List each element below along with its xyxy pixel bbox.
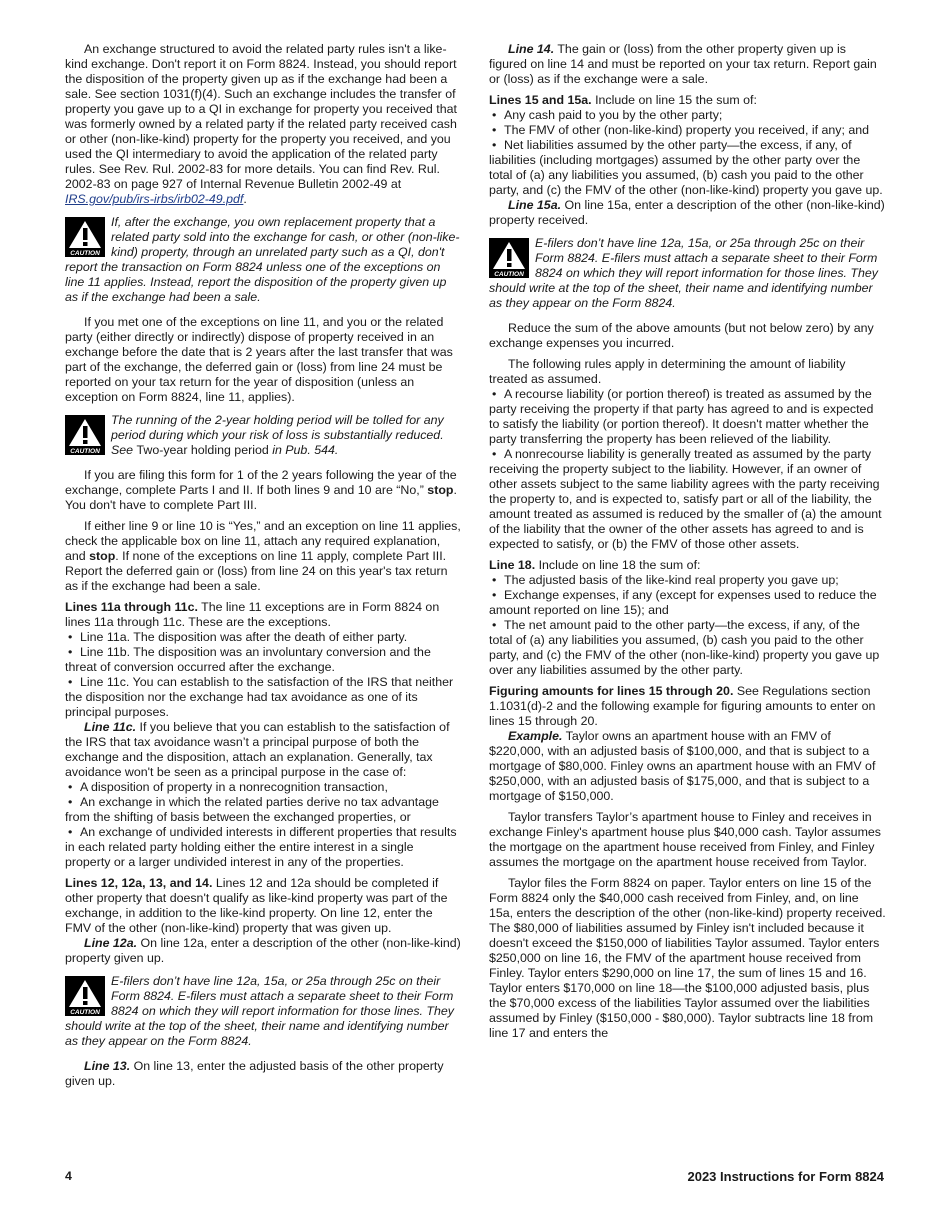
paragraph-transfer: Taylor transfers Taylor’s apartment house to Finley and receives in exchange Finley's apartment house plus $40,000 cash. Taylor assumes the mortgage on the apartment house received from Finley, and Finley assumes the mortgage on the apartment house received from Taylor. xyxy=(489,810,881,869)
list-item: • A disposition of property in a nonrecognition transaction, xyxy=(65,780,462,795)
list-item: • The net amount paid to the other party—the excess, if any, of the total of (a) any liabilities you assumed, (b) cash you paid to the other party, and (c) the FMV of the other (non-like-kind) property you gave up over any liabilities assumed by the other party. xyxy=(489,618,886,678)
list-item: • Exchange expenses, if any (except for expenses used to reduce the amount reported on line 15); and xyxy=(489,588,886,618)
caution-box xyxy=(65,215,462,305)
caution-box xyxy=(489,236,886,311)
list-item: • Line 11b. The disposition was an involuntary conversion and the threat of conversion occurred after the exchange. xyxy=(65,645,462,675)
caution-text: E-filers don’t have line 12a, 15a, or 25a through 25c on their Form 8824. E-filers must attach a separate sheet to their Form 8824 on which they will report information for those lines. They should write at the top of the sheet, their name and identifying number as they appear on the Form 8824. xyxy=(489,236,878,310)
heading-lines-15: Lines 15 and 15a. Include on line 15 the sum of: xyxy=(489,93,757,107)
paragraph-files: Taylor files the Form 8824 on paper. Taylor enters on line 15 of the Form 8824 only the $40,000 cash received from Finley, and, on line 15a, enters the description of the other (non-like-kind) property received. The $80,000 of liabilities assumed by Finley isn't included because it doesn't exceed the $150,000 of liabilities Taylor assumed. Taylor enters $250,000 on line 16, the FMV of the apartment house received from Finley. Taylor enters $290,000 on line 17, the sum of lines 15 and 16. Taylor enters $170,000 on line 18—the $100,000 adjusted basis, plus the $70,000 excess of the liabilities Taylor assumed over the liabilities assumed by Finley ($150,000 - $80,000). Taylor subtracts line 18 from line 17 and enters the xyxy=(489,876,886,1040)
paragraph-line-14: Line 14. The gain or (loss) from the other property given up is figured on line 14 and must be reported on your tax return. Report gain or (loss) as if the exchange were a sale. xyxy=(489,42,877,86)
caution-text: E-filers don’t have line 12a, 15a, or 25a through 25c on their Form 8824. E-filers must attach a separate sheet to their Form 8824 on which they will report information for those lines. They should write at the top of the sheet, their name and identifying number as they appear on the Form 8824. xyxy=(65,974,454,1048)
paragraph-exceptions-met: If you met one of the exceptions on line 11, and you or the related party (either directly or indirectly) dispose of property received in an exchange before the date that is 2 years after the last transfer that was part of the exchange, the deferred gain or (loss) from line 24 must be reported on your tax return for the year of disposition (unless an exception on Form 8824, line 11, applies). xyxy=(65,315,453,404)
caution-text: If, after the exchange, you own replacement property that a related party sold into the exchange for cash, or other (non-like-kind) property, through an unrelated party such as a QI, don't report the transaction on Form 8824 unless one of the exceptions on line 11 applies. Instead, report the disposition of the property given up as if the exchange had been a sale. xyxy=(65,215,460,304)
page-number: 4 xyxy=(65,1169,72,1183)
paragraph-rules: The following rules apply in determining the amount of liability treated as assumed. xyxy=(489,357,846,386)
caution-box xyxy=(65,974,462,1049)
list-item: • The adjusted basis of the like-kind real property you gave up; xyxy=(489,573,886,588)
svg-text:CAUTION: CAUTION xyxy=(70,1009,100,1016)
left-column xyxy=(65,42,462,1095)
svg-text:CAUTION: CAUTION xyxy=(70,250,100,257)
paragraph-line-13: Line 13. On line 13, enter the adjusted basis of the other property given up. xyxy=(65,1059,444,1088)
heading-figuring-amounts: Figuring amounts for lines 15 through 20. See Regulations section 1.1031(d)-2 and the following example for figuring amounts to enter on lines 15 through 20. xyxy=(489,684,876,728)
caution-box: CAUTION The running of the 2-year holding period will be tolled for any period during which your risk of loss is substantially reduced. See Two-year holding period in Pub. 544. xyxy=(65,413,462,458)
svg-text:CAUTION: CAUTION xyxy=(70,448,100,455)
paragraph-line-12a: Line 12a. On line 12a, enter a description of the other (non-like-kind) property given up. xyxy=(65,936,461,965)
list-item: • Any cash paid to you by the other party; xyxy=(489,108,886,123)
list-item: • An exchange in which the related parties derive no tax advantage from the shifting of basis between the exchanged properties, or xyxy=(65,795,462,825)
list-item: • An exchange of undivided interests in different properties that results in each related party holding either the entire interest in a single property or a larger undivided interest in any of the properties. xyxy=(65,825,462,870)
paragraph-reduce: Reduce the sum of the above amounts (but not below zero) by any exchange expenses you incurred. xyxy=(489,321,874,350)
caution-icon xyxy=(65,415,105,455)
list-item: • A nonrecourse liability is generally treated as assumed by the party receiving the property subject to the liability. However, if an owner of other assets subject to the same liability agrees with the party receiving the property to, and is expected to, satisfy part or all of the liability, the amount treated as assumed is reduced by the smaller of (a) the amount of the liability that the owner of the other assets has agreed to and is expected to satisfy, or (b) the FMV of those other assets. xyxy=(489,447,886,552)
paragraph-line9-10-yes: If either line 9 or line 10 is “Yes,” and an exception on line 11 applies, check the applicable box on line 11, attach any required explanation, and stop. If none of the exceptions on line 11 apply, complete Part III. Report the deferred gain or (loss) from line 24 on this year's tax return as if the exchange had been a sale. xyxy=(65,519,461,593)
list-item: • Line 11a. The disposition was after the death of either party. xyxy=(65,630,462,645)
document-title: 2023 Instructions for Form 8824 xyxy=(687,1169,884,1184)
paragraph-line-11c: Line 11c. If you believe that you can establish to the satisfaction of the IRS that tax avoidance wasn’t a principal purpose of both the exchange and the disposition, attach an explanation. Generally, tax avoidance won't be seen as a principal purpose in the case of: xyxy=(65,720,450,779)
paragraph-filing-years: If you are filing this form for 1 of the 2 years following the year of the exchange, complete Parts I and II. If both lines 9 and 10 are “No,” stop. You don't have to complete Part III. xyxy=(65,468,457,512)
svg-text:CAUTION: CAUTION xyxy=(494,271,524,278)
caution-icon xyxy=(65,976,105,1016)
paragraph-related-party: An exchange structured to avoid the related party rules isn't a like-kind exchange. Don't report it on Form 8824. Instead, you should report the disposition of the property given up as if the exchange had been a sale. See section 1031(f)(4). Such an exchange includes the transfer of property you gave up to a QI in exchange for property you received that was formerly owned by a related party if the related party received cash or other (non-like-kind) property for the property you received, and you used the QI intermediary to avoid the application of the related party rules. See Rev. Rul. 2002-83 for more details. You can find Rev. Rul. 2002-83 on page 927 of Internal Revenue Bulletin 2002-49 at IRS.gov/pub/irs-irbs/irb02-49.pdf. xyxy=(65,42,457,206)
list-item: • A recourse liability (or portion thereof) is treated as assumed by the party receiving the property if that party has agreed to and is expected to satisfy the liability (or portion thereof). It doesn't matter whether the party transferring the property has been relieved of the liability. xyxy=(489,387,886,447)
heading-line-18: Line 18. Include on line 18 the sum of: xyxy=(489,558,701,572)
caution-icon xyxy=(489,238,529,278)
caution-icon xyxy=(65,217,105,257)
irb-link[interactable]: IRS.gov/pub/irs-irbs/irb02-49.pdf xyxy=(65,192,244,206)
paragraph-example: Example. Taylor owns an apartment house with an FMV of $220,000, with an adjusted basis of $100,000, and that is subject to a mortgage of $80,000. Finley owns an apartment house with an FMV of $250,000, with an adjusted basis of $175,000, and that is subject to a mortgage of $150,000. xyxy=(489,729,876,803)
list-item: • Net liabilities assumed by the other party—the excess, if any, of liabilities (including mortgages) assumed by the other party over the total of (a) any liabilities you assumed, (b) cash you paid to the other party, and (c) the FMV of the other (non-like-kind) property you gave up. xyxy=(489,138,886,198)
paragraph-line-15a: Line 15a. On line 15a, enter a description of the other (non-like-kind) property received. xyxy=(489,198,885,227)
heading-lines-11: Lines 11a through 11c. The line 11 exceptions are in Form 8824 on lines 11a through 11c. These are the exceptions. xyxy=(65,600,440,629)
list-item: • Line 11c. You can establish to the satisfaction of the IRS that neither the disposition nor the exchange had tax avoidance as one of its principal purposes. xyxy=(65,675,462,720)
heading-lines-12-14: Lines 12, 12a, 13, and 14. Lines 12 and 12a should be completed if other property that doesn't qualify as like-kind property was part of the exchange, in addition to the like-kind property. On line 12, enter the FMV of the other (non-like-kind) property that was given up. xyxy=(65,876,448,935)
right-column xyxy=(489,42,886,1047)
list-item: • The FMV of other (non-like-kind) property you received, if any; and xyxy=(489,123,886,138)
